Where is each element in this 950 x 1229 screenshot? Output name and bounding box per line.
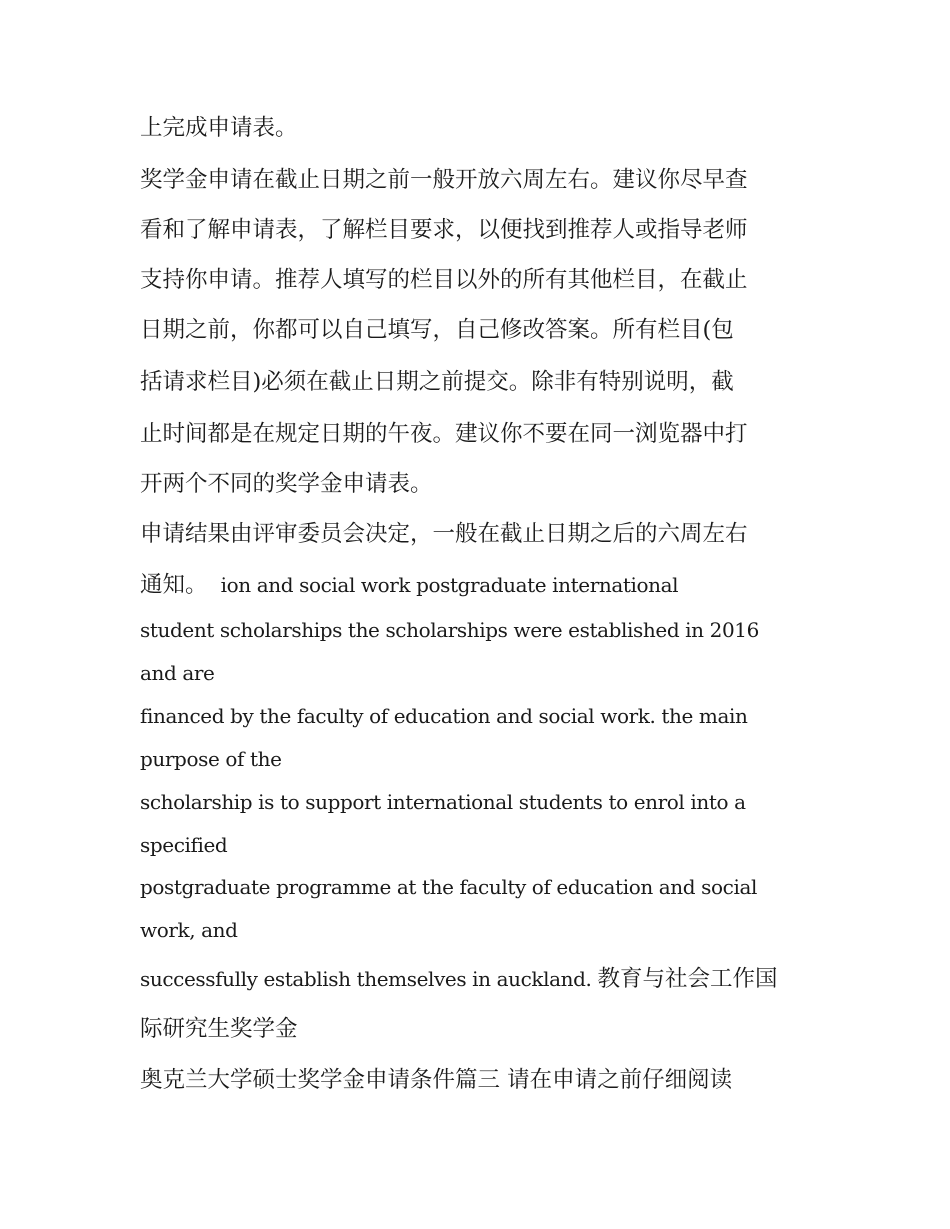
- text-line: specified: [140, 833, 228, 857]
- text-fragment: 教育与社会工作国: [597, 966, 778, 992]
- text-line: 奖学金申请在截止日期之前一般开放六周左右。建议你尽早查: [140, 167, 748, 193]
- text-fragment: successfully establish themselves in auckland.: [140, 967, 598, 991]
- text-line: 开两个不同的奖学金申请表。: [140, 471, 433, 497]
- text-line: 看和了解申请表，了解栏目要求，以便找到推荐人或指导老师: [140, 217, 748, 243]
- text-line-mixed: [140, 571, 678, 599]
- text-line: financed by the faculty of education and social work. the main: [140, 704, 748, 728]
- text-line: work, and: [140, 918, 238, 942]
- text-fragment: ion and social work postgraduate international: [220, 573, 679, 597]
- text-line: 际研究生奖学金: [140, 1016, 298, 1042]
- text-line: postgraduate programme at the faculty of education and social: [140, 875, 757, 899]
- text-line: 奥克兰大学硕士奖学金申请条件篇三 请在申请之前仔细阅读: [140, 1067, 733, 1093]
- text-line: purpose of the: [140, 747, 282, 771]
- text-line: scholarship is to support international students to enrol into a: [140, 790, 746, 814]
- text-line: 括请求栏目)必须在截止日期之前提交。除非有特别说明，截: [140, 369, 734, 395]
- text-line: 申请结果由评审委员会决定，一般在截止日期之后的六周左右: [140, 521, 748, 547]
- text-line: 止时间都是在规定日期的午夜。建议你不要在同一浏览器中打: [140, 421, 748, 447]
- text-line: and are: [140, 661, 215, 685]
- text-fragment: 通知。: [140, 572, 208, 598]
- text-line: 上完成申请表。: [140, 115, 298, 141]
- text-line: 日期之前，你都可以自己填写，自己修改答案。所有栏目(包: [140, 317, 734, 343]
- text-line-mixed: [140, 965, 777, 993]
- text-line: student scholarships the scholarships were established in 2016: [140, 618, 759, 642]
- text-line: 支持你申请。推荐人填写的栏目以外的所有其他栏目，在截止: [140, 267, 748, 293]
